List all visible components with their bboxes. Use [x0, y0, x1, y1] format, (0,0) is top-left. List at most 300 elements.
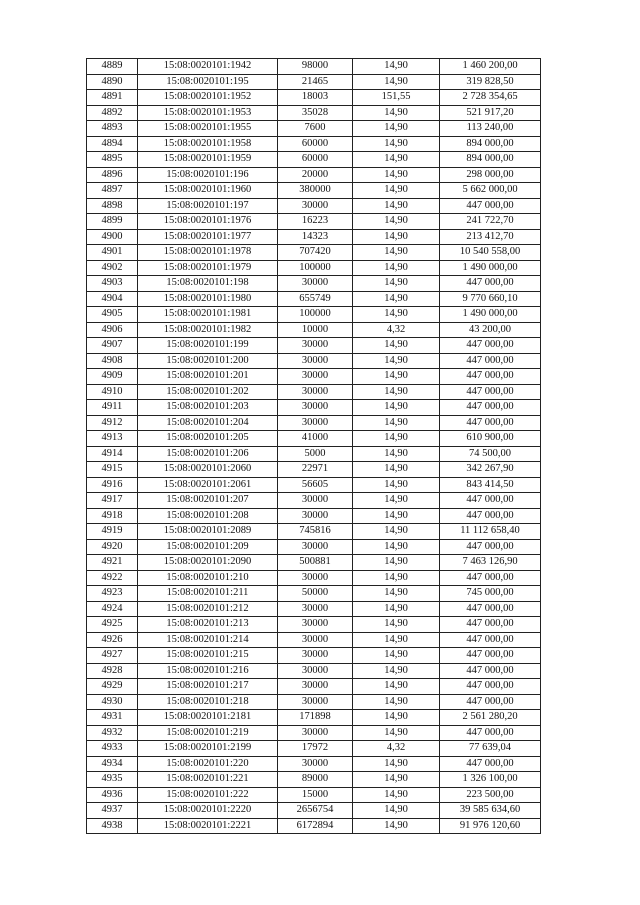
cadastral-number-cell: 15:08:0020101:201	[138, 369, 278, 385]
rate-cell: 4,32	[353, 322, 440, 338]
rate-cell: 14,90	[353, 663, 440, 679]
value-cell: 447 000,00	[440, 617, 541, 633]
value-cell: 213 412,70	[440, 229, 541, 245]
rate-cell: 14,90	[353, 198, 440, 214]
table-row	[87, 539, 541, 555]
cadastral-number-cell: 15:08:0020101:206	[138, 446, 278, 462]
area-cell: 30000	[278, 400, 353, 416]
value-cell: 447 000,00	[440, 570, 541, 586]
table-row	[87, 90, 541, 106]
value-cell: 10 540 558,00	[440, 245, 541, 261]
area-cell: 89000	[278, 772, 353, 788]
rate-cell: 14,90	[353, 307, 440, 323]
table-row	[87, 694, 541, 710]
area-cell: 20000	[278, 167, 353, 183]
rate-cell: 14,90	[353, 229, 440, 245]
cadastral-number-cell: 15:08:0020101:217	[138, 679, 278, 695]
rate-cell: 4,32	[353, 741, 440, 757]
value-cell: 447 000,00	[440, 353, 541, 369]
area-cell: 30000	[278, 415, 353, 431]
cadastral-number-cell: 15:08:0020101:205	[138, 431, 278, 447]
rate-cell: 14,90	[353, 136, 440, 152]
cadastral-number-cell: 15:08:0020101:204	[138, 415, 278, 431]
row-number-cell: 4913	[87, 431, 138, 447]
area-cell: 98000	[278, 59, 353, 75]
row-number-cell: 4936	[87, 787, 138, 803]
area-cell: 745816	[278, 524, 353, 540]
value-cell: 447 000,00	[440, 338, 541, 354]
area-cell: 30000	[278, 632, 353, 648]
value-cell: 447 000,00	[440, 679, 541, 695]
rate-cell: 14,90	[353, 756, 440, 772]
rate-cell: 14,90	[353, 524, 440, 540]
rate-cell: 14,90	[353, 818, 440, 834]
row-number-cell: 4921	[87, 555, 138, 571]
rate-cell: 14,90	[353, 338, 440, 354]
area-cell: 16223	[278, 214, 353, 230]
cadastral-number-cell: 15:08:0020101:2220	[138, 803, 278, 819]
value-cell: 1 460 200,00	[440, 59, 541, 75]
value-cell: 39 585 634,60	[440, 803, 541, 819]
value-cell: 342 267,90	[440, 462, 541, 478]
area-cell: 30000	[278, 694, 353, 710]
table-row	[87, 663, 541, 679]
row-number-cell: 4897	[87, 183, 138, 199]
table-row	[87, 725, 541, 741]
area-cell: 15000	[278, 787, 353, 803]
rate-cell: 14,90	[353, 539, 440, 555]
area-cell: 18003	[278, 90, 353, 106]
cadastral-number-cell: 15:08:0020101:219	[138, 725, 278, 741]
cadastral-number-cell: 15:08:0020101:202	[138, 384, 278, 400]
table-row	[87, 601, 541, 617]
table-row	[87, 586, 541, 602]
area-cell: 6172894	[278, 818, 353, 834]
area-cell: 30000	[278, 353, 353, 369]
rate-cell: 14,90	[353, 183, 440, 199]
value-cell: 43 200,00	[440, 322, 541, 338]
value-cell: 447 000,00	[440, 663, 541, 679]
row-number-cell: 4891	[87, 90, 138, 106]
rate-cell: 14,90	[353, 384, 440, 400]
row-number-cell: 4909	[87, 369, 138, 385]
rate-cell: 14,90	[353, 353, 440, 369]
row-number-cell: 4926	[87, 632, 138, 648]
cadastral-number-cell: 15:08:0020101:2199	[138, 741, 278, 757]
table-row	[87, 477, 541, 493]
rate-cell: 14,90	[353, 462, 440, 478]
rate-cell: 14,90	[353, 431, 440, 447]
value-cell: 91 976 120,60	[440, 818, 541, 834]
row-number-cell: 4905	[87, 307, 138, 323]
rate-cell: 14,90	[353, 617, 440, 633]
value-cell: 5 662 000,00	[440, 183, 541, 199]
rate-cell: 14,90	[353, 400, 440, 416]
cadastral-number-cell: 15:08:0020101:1976	[138, 214, 278, 230]
cadastral-number-cell: 15:08:0020101:221	[138, 772, 278, 788]
table-row	[87, 291, 541, 307]
rate-cell: 14,90	[353, 214, 440, 230]
row-number-cell: 4903	[87, 276, 138, 292]
row-number-cell: 4906	[87, 322, 138, 338]
row-number-cell: 4931	[87, 710, 138, 726]
row-number-cell: 4934	[87, 756, 138, 772]
table-row	[87, 570, 541, 586]
area-cell: 5000	[278, 446, 353, 462]
value-cell: 1 490 000,00	[440, 307, 541, 323]
area-cell: 60000	[278, 136, 353, 152]
row-number-cell: 4908	[87, 353, 138, 369]
area-cell: 100000	[278, 260, 353, 276]
cadastral-number-cell: 15:08:0020101:198	[138, 276, 278, 292]
rate-cell: 14,90	[353, 601, 440, 617]
row-number-cell: 4911	[87, 400, 138, 416]
rate-cell: 14,90	[353, 648, 440, 664]
cadastral-number-cell: 15:08:0020101:203	[138, 400, 278, 416]
table-row	[87, 818, 541, 834]
table-row	[87, 105, 541, 121]
area-cell: 10000	[278, 322, 353, 338]
cadastral-number-cell: 15:08:0020101:208	[138, 508, 278, 524]
value-cell: 447 000,00	[440, 198, 541, 214]
rate-cell: 14,90	[353, 74, 440, 90]
table-row	[87, 493, 541, 509]
rate-cell: 14,90	[353, 105, 440, 121]
table-row	[87, 462, 541, 478]
rate-cell: 14,90	[353, 167, 440, 183]
row-number-cell: 4935	[87, 772, 138, 788]
value-cell: 447 000,00	[440, 539, 541, 555]
area-cell: 30000	[278, 493, 353, 509]
rate-cell: 14,90	[353, 632, 440, 648]
value-cell: 447 000,00	[440, 694, 541, 710]
table-row	[87, 617, 541, 633]
cadastral-number-cell: 15:08:0020101:1952	[138, 90, 278, 106]
rate-cell: 14,90	[353, 570, 440, 586]
row-number-cell: 4899	[87, 214, 138, 230]
area-cell: 380000	[278, 183, 353, 199]
row-number-cell: 4910	[87, 384, 138, 400]
row-number-cell: 4919	[87, 524, 138, 540]
cadastral-number-cell: 15:08:0020101:214	[138, 632, 278, 648]
table-row	[87, 446, 541, 462]
rate-cell: 14,90	[353, 276, 440, 292]
rate-cell: 14,90	[353, 787, 440, 803]
area-cell: 30000	[278, 276, 353, 292]
table-row	[87, 260, 541, 276]
cadastral-number-cell: 15:08:0020101:2181	[138, 710, 278, 726]
value-cell: 241 722,70	[440, 214, 541, 230]
row-number-cell: 4901	[87, 245, 138, 261]
area-cell: 30000	[278, 648, 353, 664]
table-row	[87, 353, 541, 369]
row-number-cell: 4928	[87, 663, 138, 679]
cadastral-number-cell: 15:08:0020101:1953	[138, 105, 278, 121]
cadastral-number-cell: 15:08:0020101:196	[138, 167, 278, 183]
row-number-cell: 4932	[87, 725, 138, 741]
table-row	[87, 632, 541, 648]
rate-cell: 14,90	[353, 694, 440, 710]
cadastral-number-cell: 15:08:0020101:1942	[138, 59, 278, 75]
area-cell: 7600	[278, 121, 353, 137]
table-row	[87, 710, 541, 726]
value-cell: 7 463 126,90	[440, 555, 541, 571]
cadastral-number-cell: 15:08:0020101:2089	[138, 524, 278, 540]
rate-cell: 14,90	[353, 679, 440, 695]
cadastral-number-cell: 15:08:0020101:1959	[138, 152, 278, 168]
area-cell: 21465	[278, 74, 353, 90]
value-cell: 113 240,00	[440, 121, 541, 137]
value-cell: 843 414,50	[440, 477, 541, 493]
cadastral-number-cell: 15:08:0020101:2060	[138, 462, 278, 478]
cadastral-number-cell: 15:08:0020101:2061	[138, 477, 278, 493]
cadastral-number-cell: 15:08:0020101:1978	[138, 245, 278, 261]
cadastral-number-cell: 15:08:0020101:213	[138, 617, 278, 633]
table-row	[87, 415, 541, 431]
area-cell: 30000	[278, 369, 353, 385]
area-cell: 655749	[278, 291, 353, 307]
value-cell: 1 326 100,00	[440, 772, 541, 788]
cadastral-number-cell: 15:08:0020101:222	[138, 787, 278, 803]
table-row	[87, 59, 541, 75]
rate-cell: 14,90	[353, 803, 440, 819]
cadastral-number-cell: 15:08:0020101:220	[138, 756, 278, 772]
table-row	[87, 431, 541, 447]
rate-cell: 14,90	[353, 260, 440, 276]
table-row	[87, 524, 541, 540]
row-number-cell: 4894	[87, 136, 138, 152]
table-row	[87, 322, 541, 338]
area-cell: 30000	[278, 570, 353, 586]
area-cell: 56605	[278, 477, 353, 493]
table-body	[87, 59, 541, 834]
value-cell: 447 000,00	[440, 632, 541, 648]
value-cell: 11 112 658,40	[440, 524, 541, 540]
area-cell: 35028	[278, 105, 353, 121]
table-row	[87, 229, 541, 245]
area-cell: 22971	[278, 462, 353, 478]
cadastral-number-cell: 15:08:0020101:197	[138, 198, 278, 214]
area-cell: 14323	[278, 229, 353, 245]
area-cell: 707420	[278, 245, 353, 261]
value-cell: 223 500,00	[440, 787, 541, 803]
area-cell: 30000	[278, 679, 353, 695]
cadastral-number-cell: 15:08:0020101:199	[138, 338, 278, 354]
table-row	[87, 307, 541, 323]
table-row	[87, 338, 541, 354]
row-number-cell: 4892	[87, 105, 138, 121]
value-cell: 74 500,00	[440, 446, 541, 462]
table-row	[87, 198, 541, 214]
cadastral-number-cell: 15:08:0020101:215	[138, 648, 278, 664]
area-cell: 30000	[278, 338, 353, 354]
area-cell: 2656754	[278, 803, 353, 819]
table-row	[87, 276, 541, 292]
cadastral-number-cell: 15:08:0020101:1977	[138, 229, 278, 245]
area-cell: 30000	[278, 756, 353, 772]
row-number-cell: 4927	[87, 648, 138, 664]
area-cell: 41000	[278, 431, 353, 447]
table-row	[87, 803, 541, 819]
rate-cell: 14,90	[353, 493, 440, 509]
table-row	[87, 183, 541, 199]
area-cell: 100000	[278, 307, 353, 323]
table-row	[87, 74, 541, 90]
value-cell: 447 000,00	[440, 601, 541, 617]
value-cell: 521 917,20	[440, 105, 541, 121]
rate-cell: 14,90	[353, 121, 440, 137]
table-row	[87, 136, 541, 152]
row-number-cell: 4938	[87, 818, 138, 834]
row-number-cell: 4896	[87, 167, 138, 183]
value-cell: 447 000,00	[440, 725, 541, 741]
cadastral-number-cell: 15:08:0020101:1958	[138, 136, 278, 152]
row-number-cell: 4902	[87, 260, 138, 276]
value-cell: 894 000,00	[440, 136, 541, 152]
area-cell: 30000	[278, 601, 353, 617]
area-cell: 30000	[278, 384, 353, 400]
cadastral-number-cell: 15:08:0020101:218	[138, 694, 278, 710]
area-cell: 17972	[278, 741, 353, 757]
land-plot-table	[86, 58, 541, 834]
cadastral-number-cell: 15:08:0020101:1980	[138, 291, 278, 307]
value-cell: 77 639,04	[440, 741, 541, 757]
value-cell: 745 000,00	[440, 586, 541, 602]
rate-cell: 151,55	[353, 90, 440, 106]
table-row	[87, 679, 541, 695]
value-cell: 894 000,00	[440, 152, 541, 168]
row-number-cell: 4925	[87, 617, 138, 633]
row-number-cell: 4916	[87, 477, 138, 493]
cadastral-number-cell: 15:08:0020101:1955	[138, 121, 278, 137]
table-row	[87, 555, 541, 571]
table-row	[87, 245, 541, 261]
rate-cell: 14,90	[353, 59, 440, 75]
rate-cell: 14,90	[353, 710, 440, 726]
value-cell: 2 561 280,20	[440, 710, 541, 726]
rate-cell: 14,90	[353, 508, 440, 524]
cadastral-number-cell: 15:08:0020101:1960	[138, 183, 278, 199]
table-row	[87, 508, 541, 524]
table-row	[87, 756, 541, 772]
rate-cell: 14,90	[353, 725, 440, 741]
row-number-cell: 4918	[87, 508, 138, 524]
value-cell: 447 000,00	[440, 756, 541, 772]
area-cell: 500881	[278, 555, 353, 571]
cadastral-number-cell: 15:08:0020101:2090	[138, 555, 278, 571]
value-cell: 447 000,00	[440, 369, 541, 385]
value-cell: 2 728 354,65	[440, 90, 541, 106]
cadastral-number-cell: 15:08:0020101:216	[138, 663, 278, 679]
cadastral-number-cell: 15:08:0020101:195	[138, 74, 278, 90]
cadastral-number-cell: 15:08:0020101:212	[138, 601, 278, 617]
row-number-cell: 4889	[87, 59, 138, 75]
table-row	[87, 214, 541, 230]
value-cell: 9 770 660,10	[440, 291, 541, 307]
rate-cell: 14,90	[353, 152, 440, 168]
cadastral-number-cell: 15:08:0020101:1979	[138, 260, 278, 276]
area-cell: 30000	[278, 663, 353, 679]
value-cell: 447 000,00	[440, 493, 541, 509]
table-row	[87, 167, 541, 183]
row-number-cell: 4924	[87, 601, 138, 617]
row-number-cell: 4904	[87, 291, 138, 307]
cadastral-number-cell: 15:08:0020101:210	[138, 570, 278, 586]
area-cell: 30000	[278, 198, 353, 214]
row-number-cell: 4895	[87, 152, 138, 168]
row-number-cell: 4915	[87, 462, 138, 478]
area-cell: 30000	[278, 725, 353, 741]
table-row	[87, 121, 541, 137]
area-cell: 60000	[278, 152, 353, 168]
rate-cell: 14,90	[353, 555, 440, 571]
rate-cell: 14,90	[353, 586, 440, 602]
value-cell: 1 490 000,00	[440, 260, 541, 276]
rate-cell: 14,90	[353, 446, 440, 462]
row-number-cell: 4933	[87, 741, 138, 757]
table-row	[87, 648, 541, 664]
rate-cell: 14,90	[353, 477, 440, 493]
cadastral-number-cell: 15:08:0020101:1981	[138, 307, 278, 323]
rate-cell: 14,90	[353, 245, 440, 261]
row-number-cell: 4898	[87, 198, 138, 214]
cadastral-number-cell: 15:08:0020101:207	[138, 493, 278, 509]
rate-cell: 14,90	[353, 291, 440, 307]
table-row	[87, 400, 541, 416]
rate-cell: 14,90	[353, 772, 440, 788]
value-cell: 610 900,00	[440, 431, 541, 447]
rate-cell: 14,90	[353, 369, 440, 385]
cadastral-number-cell: 15:08:0020101:209	[138, 539, 278, 555]
cadastral-number-cell: 15:08:0020101:2221	[138, 818, 278, 834]
table-row	[87, 369, 541, 385]
row-number-cell: 4900	[87, 229, 138, 245]
value-cell: 319 828,50	[440, 74, 541, 90]
table-row	[87, 152, 541, 168]
table-row	[87, 741, 541, 757]
row-number-cell: 4907	[87, 338, 138, 354]
rate-cell: 14,90	[353, 415, 440, 431]
area-cell: 171898	[278, 710, 353, 726]
value-cell: 298 000,00	[440, 167, 541, 183]
value-cell: 447 000,00	[440, 400, 541, 416]
value-cell: 447 000,00	[440, 648, 541, 664]
row-number-cell: 4937	[87, 803, 138, 819]
area-cell: 30000	[278, 539, 353, 555]
cadastral-number-cell: 15:08:0020101:211	[138, 586, 278, 602]
row-number-cell: 4914	[87, 446, 138, 462]
area-cell: 50000	[278, 586, 353, 602]
table-row	[87, 787, 541, 803]
row-number-cell: 4912	[87, 415, 138, 431]
row-number-cell: 4890	[87, 74, 138, 90]
value-cell: 447 000,00	[440, 276, 541, 292]
row-number-cell: 4923	[87, 586, 138, 602]
table-row	[87, 384, 541, 400]
cadastral-number-cell: 15:08:0020101:1982	[138, 322, 278, 338]
table-row	[87, 772, 541, 788]
value-cell: 447 000,00	[440, 384, 541, 400]
row-number-cell: 4922	[87, 570, 138, 586]
area-cell: 30000	[278, 617, 353, 633]
value-cell: 447 000,00	[440, 508, 541, 524]
area-cell: 30000	[278, 508, 353, 524]
row-number-cell: 4920	[87, 539, 138, 555]
row-number-cell: 4929	[87, 679, 138, 695]
value-cell: 447 000,00	[440, 415, 541, 431]
row-number-cell: 4917	[87, 493, 138, 509]
row-number-cell: 4930	[87, 694, 138, 710]
